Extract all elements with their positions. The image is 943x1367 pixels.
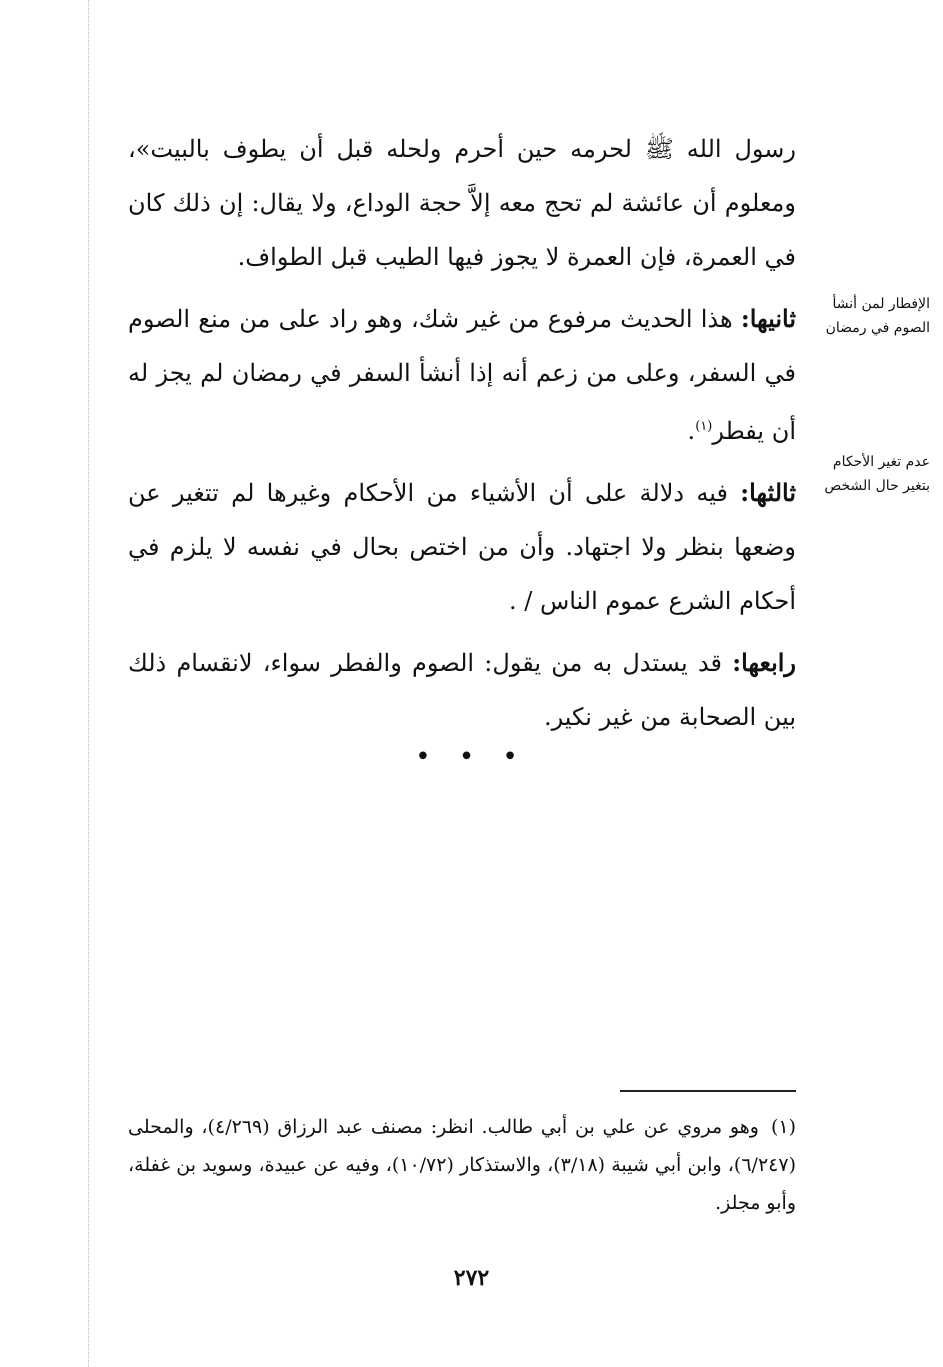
- paragraph-2-text: هذا الحديث مرفوع من غير شك، وهو راد على من منع الصوم في السفر، وعلى من زعم أنه إذا أنشأ السفر في رمضان لم يجز له أن يفطر: [128, 305, 796, 445]
- footnote-text: وهو مروي عن علي بن أبي طالب. انظر: مصنف عبد الرزاق (٤/٢٦٩)، والمحلى (٦/٢٤٧)، وابن أبي شيبة (٣/١٨)، والاستذكار (١٠/٧٢)، وفيه عن عبيدة، وسويد بن غفلة، وأبو مجلز.: [128, 1116, 796, 1214]
- footnote-number: (١): [770, 1116, 797, 1138]
- section-ornament: • • •: [415, 742, 528, 772]
- paragraph-3-lead: ثالثها:: [740, 478, 796, 507]
- margin-note-2: عدم تغير الأحكام بتغير حال الشخص: [824, 454, 930, 494]
- page-number: ٢٧٢: [453, 1265, 490, 1291]
- paragraph-2: [128, 292, 796, 458]
- scan-margin-dots: [88, 0, 90, 1367]
- paragraph-2-end: .: [687, 417, 696, 445]
- footnote-divider: [620, 1090, 796, 1092]
- paragraph-1: [128, 122, 796, 284]
- paragraph-4-text: قد يستدل به من يقول: الصوم والفطر سواء، لانقسام ذلك بين الصحابة من غير نكير.: [128, 649, 796, 731]
- paragraph-3-text: فيه دلالة على أن الأشياء من الأحكام وغيرها لم تتغير عن وضعها بنظر ولا اجتهاد. وأن من اختص بحال في نفسه لا يلزم في أحكام الشرع عموم الناس / .: [128, 479, 796, 615]
- footnote: [128, 1108, 796, 1222]
- paragraph-1-text: رسول الله ﷺ لحرمه حين أحرم ولحله قبل أن يطوف بالبيت»، ومعلوم أن عائشة لم تحج معه إلاَّ حجة الوداع، ولا يقال: إن ذلك كان في العمرة، فإن العمرة لا يجوز فيها الطيب قبل الطواف.: [128, 135, 796, 271]
- margin-note-1: الإفطار لمن أنشأ الصوم في رمضان: [825, 296, 930, 336]
- footnote-reference[interactable]: (١): [695, 419, 713, 434]
- paragraph-2-lead: ثانيها:: [740, 304, 796, 333]
- paragraph-4-lead: رابعها:: [732, 648, 796, 677]
- paragraph-3: [128, 466, 796, 628]
- paragraph-4: [128, 636, 796, 744]
- main-text: [128, 122, 796, 752]
